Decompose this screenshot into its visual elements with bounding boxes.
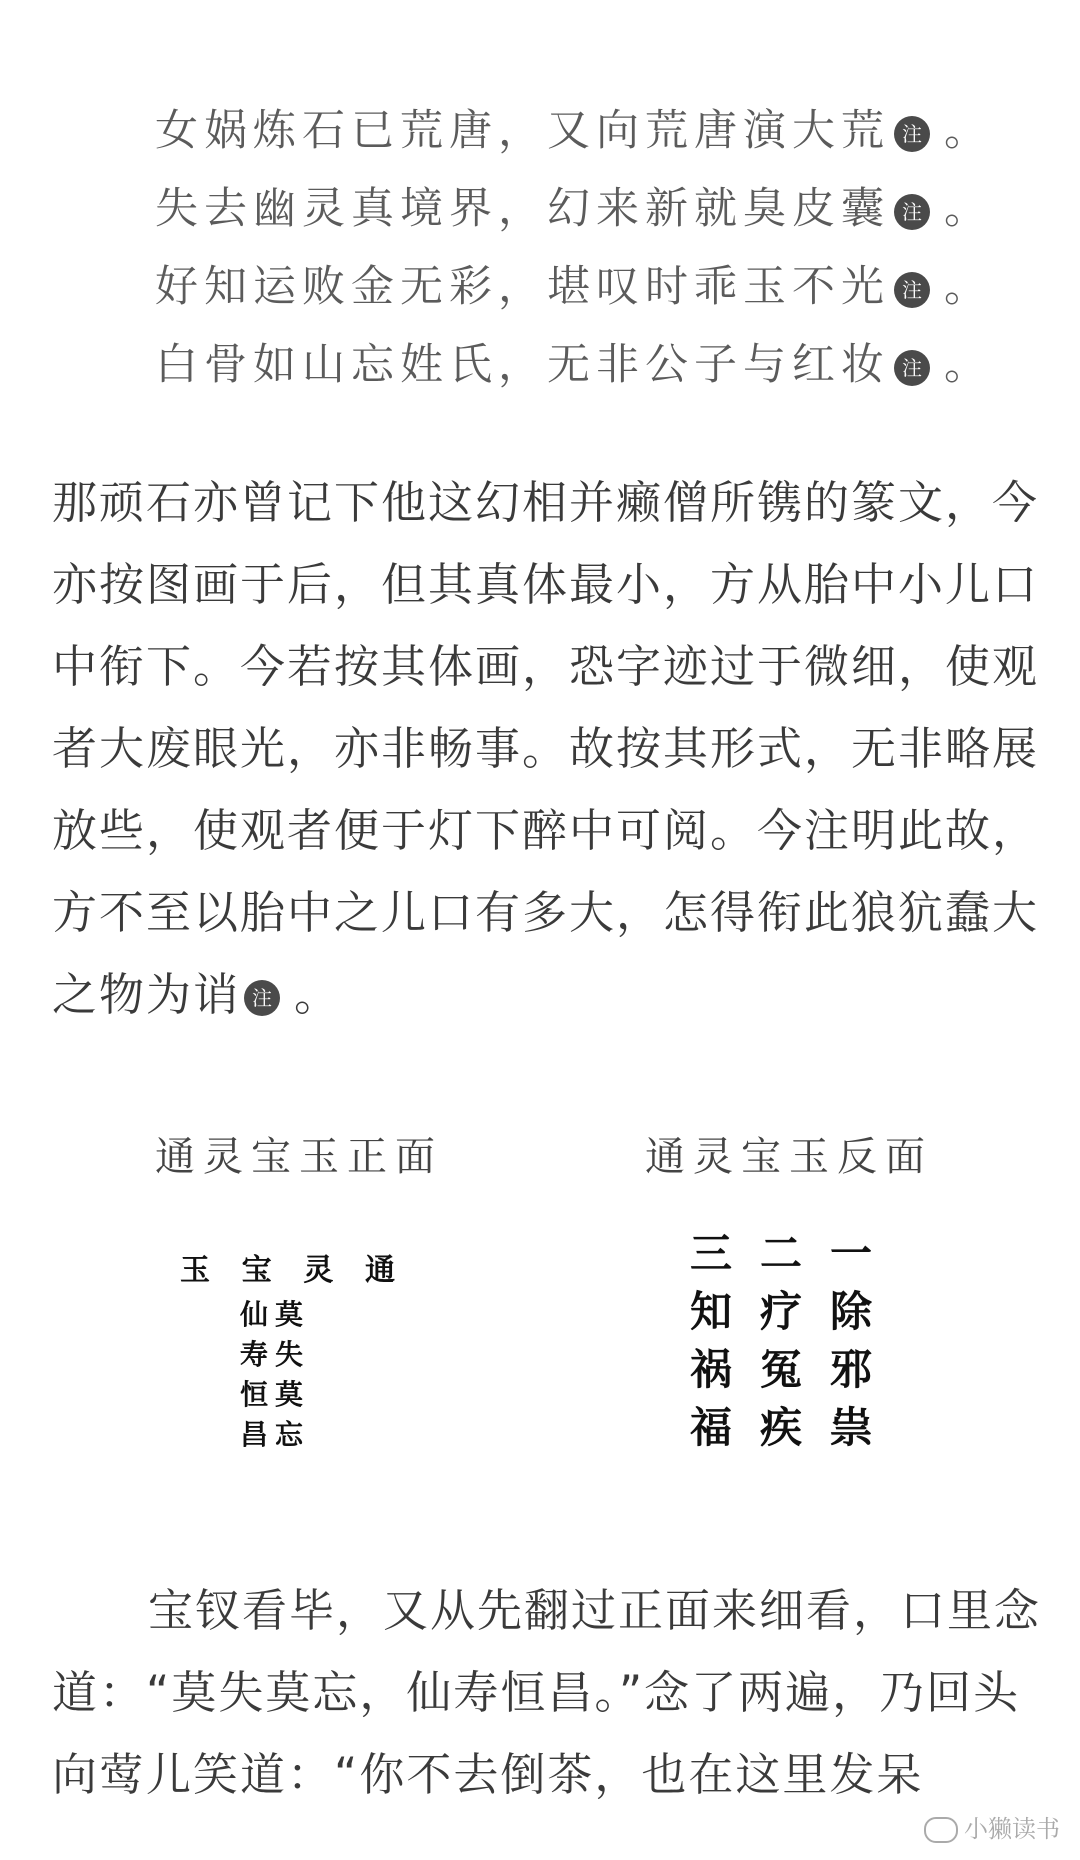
note-icon[interactable]: 注 bbox=[894, 272, 930, 308]
poem-line: 失去幽灵真境界，幻来新就臭皮囊 注 。 bbox=[155, 184, 993, 234]
note-icon[interactable]: 注 bbox=[244, 980, 280, 1016]
note-icon[interactable]: 注 bbox=[894, 116, 930, 152]
seal-back bbox=[690, 1225, 890, 1485]
seal-char: 通 bbox=[364, 1253, 395, 1288]
seal-char: 疾 bbox=[760, 1403, 803, 1452]
seal-char: 失 bbox=[275, 1338, 304, 1371]
seal-char: 三 bbox=[690, 1229, 733, 1278]
seal-front-col-2 bbox=[240, 1295, 268, 1455]
seal-front bbox=[180, 1245, 410, 1475]
seal-char: 除 bbox=[830, 1287, 873, 1336]
seal-char: 昌 bbox=[240, 1418, 269, 1451]
seal-char: 一 bbox=[830, 1229, 873, 1278]
caption-front: 通灵宝玉正面 bbox=[155, 1134, 443, 1180]
seal-char: 二 bbox=[760, 1229, 803, 1278]
poem-line: 白骨如山忘姓氏，无非公子与红妆 注 。 bbox=[155, 340, 993, 390]
paragraph-1: 那顽石亦曾记下他这幻相并癞僧所镌的篆文，今亦按图画于后，但其真体最小，方从胎中小儿口中衔下。今若按其体画，恐字迹过于微细，使观者大废眼光，亦非畅事。故按其形式，无非略展放些，使观者便于灯下醉中可阅。今注明此故，方不至以胎中之儿口有多大，怎得衔此狼犺蠢大之物为诮 注 。 bbox=[52, 476, 1040, 1021]
seal-char: 莫 bbox=[275, 1298, 304, 1331]
watermark: 小獭读书 bbox=[924, 1809, 1060, 1844]
seal-char: 恒 bbox=[240, 1378, 269, 1411]
seal-char: 宝 bbox=[241, 1253, 272, 1288]
seal-char: 莫 bbox=[275, 1378, 304, 1411]
note-icon[interactable]: 注 bbox=[894, 350, 930, 386]
wechat-icon bbox=[924, 1817, 958, 1843]
seal-back-col-3 bbox=[690, 1225, 732, 1457]
caption-back: 通灵宝玉反面 bbox=[645, 1134, 933, 1180]
seal-char: 祟 bbox=[830, 1403, 873, 1452]
note-icon[interactable]: 注 bbox=[894, 194, 930, 230]
seal-char: 玉 bbox=[180, 1253, 210, 1288]
paragraph-2: 宝钗看毕，又从先翻过正面来细看，口里念道：“莫失莫忘，仙寿恒昌。”念了两遍，乃回头向莺儿笑道：“你不去倒茶，也在这里发呆 bbox=[52, 1584, 1042, 1801]
poem-line: 好知运败金无彩，堪叹时乖玉不光 注 。 bbox=[155, 262, 993, 312]
seal-char: 祸 bbox=[690, 1345, 733, 1394]
seal-char: 忘 bbox=[275, 1418, 304, 1451]
poem-line: 女娲炼石已荒唐，又向荒唐演大荒 注 。 bbox=[155, 106, 993, 156]
seal-char: 疗 bbox=[760, 1287, 803, 1336]
seal-front-col-1 bbox=[275, 1295, 303, 1455]
seal-char: 福 bbox=[690, 1403, 733, 1452]
seal-back-col-1 bbox=[830, 1225, 872, 1457]
seal-char: 寿 bbox=[240, 1338, 269, 1371]
seal-front-top-row bbox=[180, 1245, 395, 1289]
seal-char: 灵 bbox=[303, 1253, 334, 1288]
seal-back-col-2 bbox=[760, 1225, 802, 1457]
seal-char: 邪 bbox=[830, 1345, 873, 1394]
seal-char: 知 bbox=[690, 1287, 733, 1336]
seal-char: 冤 bbox=[760, 1345, 803, 1394]
seal-char: 仙 bbox=[240, 1298, 269, 1331]
poem bbox=[155, 92, 993, 404]
